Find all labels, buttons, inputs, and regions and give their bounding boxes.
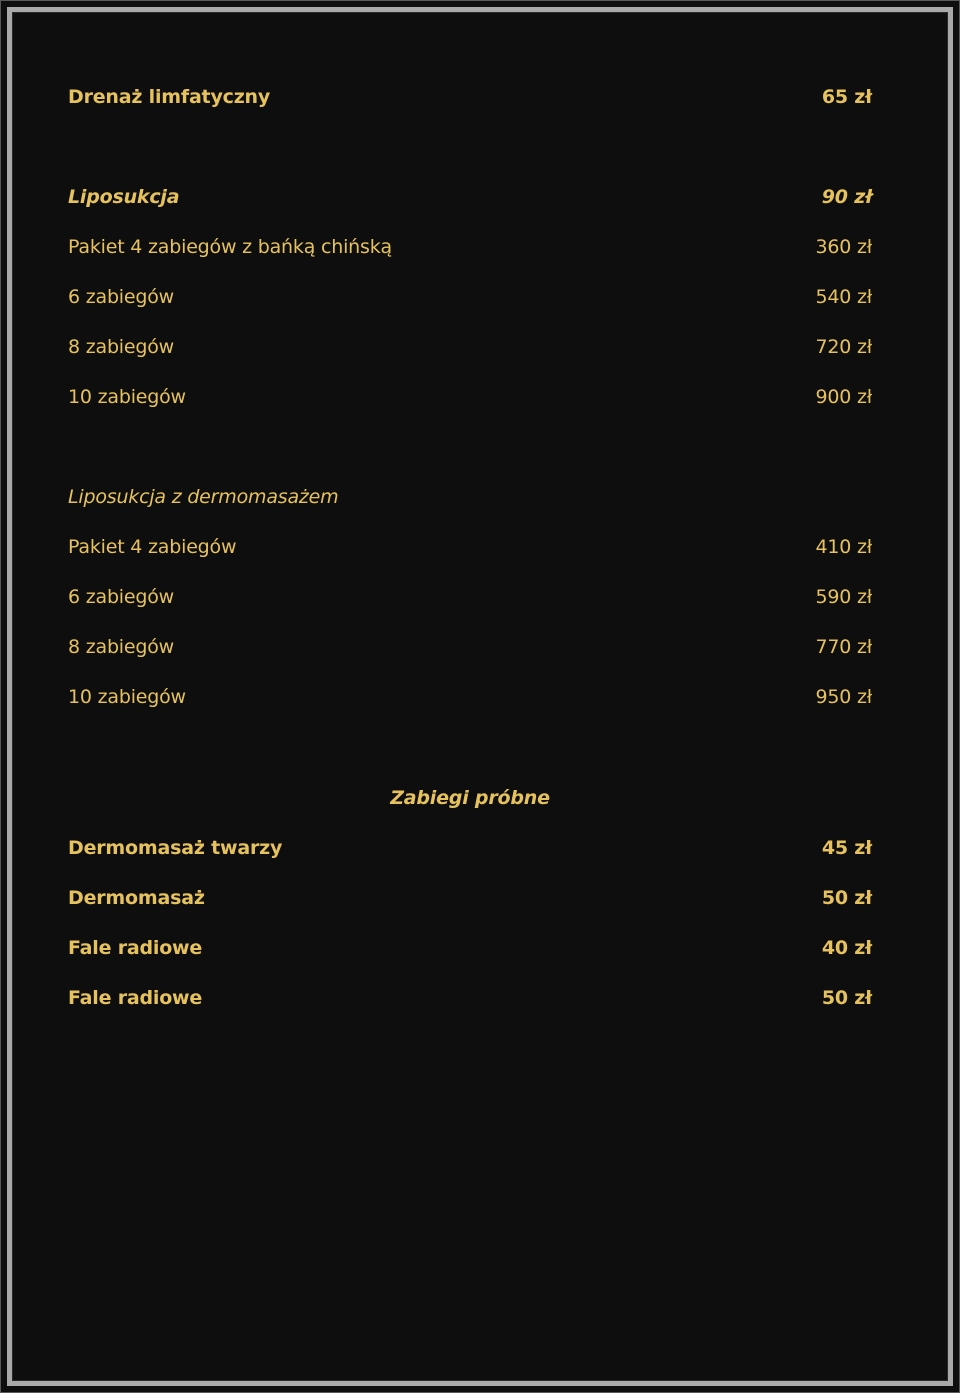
item-price: 65 zł: [821, 86, 872, 108]
item-price: 720 zł: [815, 336, 872, 358]
item-label: 6 zabiegów: [68, 586, 174, 608]
price-row: [68, 935, 872, 961]
item-label: Fale radiowe: [68, 937, 203, 959]
item-label: 10 zabiegów: [68, 386, 186, 408]
price-row: [68, 534, 872, 560]
price-row: [68, 684, 872, 710]
section-title: Liposukcja z dermomasażem: [68, 486, 339, 508]
item-price: 40 zł: [821, 937, 872, 959]
price-row: [68, 835, 872, 861]
price-row: [68, 584, 872, 610]
section-heading-zabiegi-probne: Zabiegi próbne: [390, 787, 550, 809]
section-price: 90 zł: [821, 186, 872, 208]
section-heading-liposukcja-derm: [68, 484, 872, 510]
item-price: 50 zł: [821, 987, 872, 1009]
item-label: Dermomasaż: [68, 887, 205, 909]
item-price: 770 zł: [815, 636, 872, 658]
price-row: [68, 634, 872, 660]
item-label: 8 zabiegów: [68, 636, 174, 658]
item-label: Pakiet 4 zabiegów z bańką chińską: [68, 236, 392, 258]
item-price: 900 zł: [815, 386, 872, 408]
item-price: 540 zł: [815, 286, 872, 308]
price-row: [68, 384, 872, 410]
item-price: 45 zł: [821, 837, 872, 859]
item-label: Fale radiowe: [68, 987, 203, 1009]
price-row: [68, 885, 872, 911]
item-label: 8 zabiegów: [68, 336, 174, 358]
price-row: [68, 234, 872, 260]
item-price: 50 zł: [821, 887, 872, 909]
price-row-drenaz: [68, 84, 872, 110]
section-title: Liposukcja: [68, 186, 180, 208]
section-heading-liposukcja: [68, 184, 872, 210]
item-label: Pakiet 4 zabiegów: [68, 536, 237, 558]
price-row: [68, 284, 872, 310]
item-label: Drenaż limfatyczny: [68, 86, 271, 108]
item-price: 410 zł: [815, 536, 872, 558]
price-row: [68, 985, 872, 1011]
item-label: 10 zabiegów: [68, 686, 186, 708]
price-row: [68, 334, 872, 360]
item-price: 950 zł: [815, 686, 872, 708]
item-price: 590 zł: [815, 586, 872, 608]
item-label: 6 zabiegów: [68, 286, 174, 308]
item-price: 360 zł: [815, 236, 872, 258]
item-label: Dermomasaż twarzy: [68, 837, 283, 859]
